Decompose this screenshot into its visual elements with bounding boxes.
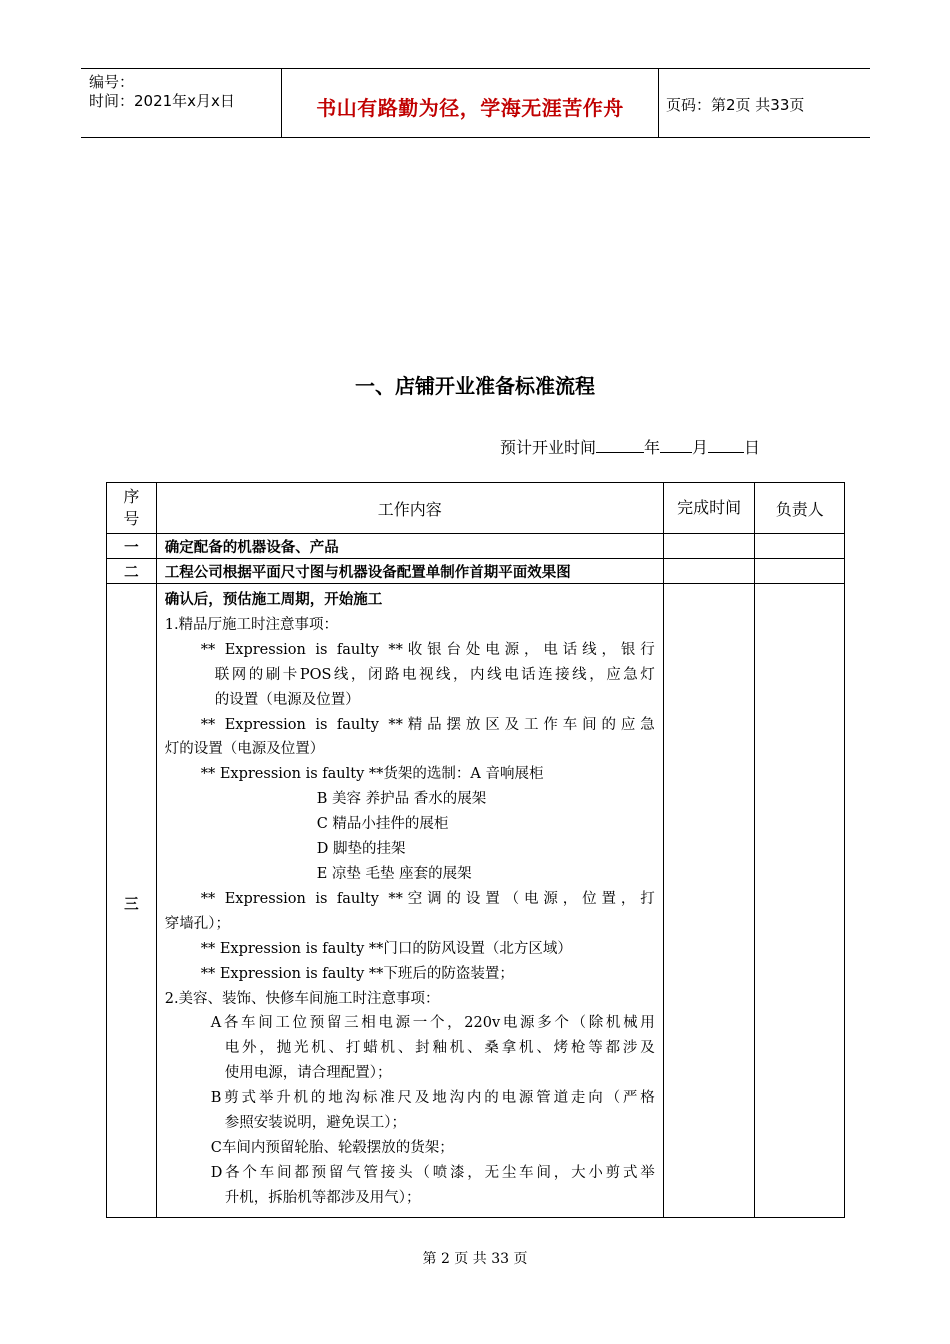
table-row (107, 534, 845, 559)
doc-number-label: 编号： (89, 73, 135, 91)
time-label: 时间：2021年x月x日 (89, 92, 235, 110)
row-done-time (663, 559, 755, 584)
detail-line: D各个车间都预留气管接头（喷漆，无尘车间，大小剪式举 (210, 1164, 655, 1181)
opening-date-line (500, 435, 760, 458)
detail-line: E 凉垫 毛垫 座套的展架 (316, 865, 472, 882)
day-label: 日 (744, 438, 761, 457)
month-label: 月 (692, 438, 709, 457)
detail-line: ** Expression is faulty **货架的选制：A 音响展柜 (200, 766, 544, 783)
detail-line: 穿墙孔）； (164, 915, 230, 932)
detail-line: ** Expression is faulty **精品摆放区及工作车间的应急 (200, 716, 655, 733)
detail-line: 电外，抛光机、打蜡机、封釉机、桑拿机、烤枪等都涉及 (224, 1040, 655, 1057)
header-left (89, 73, 235, 111)
page-footer: 第 2 页 共 33 页 (422, 1251, 528, 1267)
detail-line: D 脚垫的挂架 (316, 841, 406, 858)
day-blank (708, 436, 744, 453)
header-owner: 负责人 (755, 483, 845, 534)
row-heading: 确认后，预估施工周期，开始施工 (164, 591, 383, 608)
header-seq (107, 483, 157, 534)
detail-line: ** Expression is faulty **下班后的防盗装置； (200, 965, 514, 982)
detail-line: 1.精品厅施工时注意事项： (164, 616, 339, 633)
row-content (156, 584, 663, 1218)
detail-line: ** Expression is faulty **收银台处电源，电话线，银行 (200, 641, 655, 658)
section-title: 一、店铺开业准备标准流程 (355, 374, 595, 398)
row-owner (755, 559, 845, 584)
header-seq-text: 序号 (123, 487, 140, 528)
header-content: 工作内容 (156, 483, 663, 534)
row-seq: 一 (107, 534, 157, 559)
header-motto: 书山有路勤为径，学海无涯苦作舟 (316, 96, 624, 120)
detail-line: 2.美容、装饰、快修车间施工时注意事项： (164, 990, 440, 1007)
table-header-row (107, 483, 845, 534)
row-seq: 二 (107, 559, 157, 584)
year-label: 年 (644, 438, 661, 457)
row-done-time (663, 534, 755, 559)
table-row (107, 584, 845, 1218)
header-done-time-text: 完成时间 (677, 498, 742, 517)
row-seq: 三 (107, 584, 157, 1218)
table-row (107, 559, 845, 584)
detail-line: 参照安装说明，避免误工）； (224, 1115, 406, 1132)
year-blank (596, 436, 644, 453)
row-detail-block (157, 584, 663, 1217)
process-table (106, 482, 845, 1218)
detail-line: ** Expression is faulty **空调的设置（电源，位置，打 (200, 890, 655, 907)
header-divider (658, 69, 659, 137)
detail-line: 灯的设置（电源及位置） (164, 741, 325, 758)
row-content: 确定配备的机器设备、产品 (156, 534, 663, 559)
row-content: 工程公司根据平面尺寸图与机器设备配置单制作首期平面效果图 (156, 559, 663, 584)
detail-line: 升机，拆胎机等都涉及用气）； (224, 1189, 421, 1206)
row-owner (755, 534, 845, 559)
detail-line: B 美容 养护品 香水的展架 (316, 791, 487, 808)
detail-line: C 精品小挂件的展柜 (316, 816, 449, 833)
header-page-info: 页码：第2页 共33页 (666, 96, 805, 114)
detail-line: ** Expression is faulty **门口的防风设置（北方区域） (200, 940, 572, 957)
month-blank (660, 436, 692, 453)
detail-line: B剪式举升机的地沟标准尺及地沟内的电源管道走向（严格 (210, 1090, 655, 1107)
detail-line: 使用电源，请合理配置）； (224, 1065, 392, 1082)
detail-line: C车间内预留轮胎、轮毂摆放的货架； (210, 1139, 454, 1156)
row-done-time (663, 584, 755, 1218)
page-header (81, 68, 870, 138)
header-done-time (663, 483, 755, 534)
opening-date-prefix: 预计开业时间 (500, 438, 597, 457)
detail-line: 联网的刷卡POS线，闭路电视线，内线电话连接线，应急灯 (214, 666, 655, 683)
detail-line: 的设置（电源及位置） (214, 691, 360, 708)
detail-line: A各车间工位预留三相电源一个，220v电源多个（除机械用 (210, 1015, 655, 1032)
row-owner (755, 584, 845, 1218)
